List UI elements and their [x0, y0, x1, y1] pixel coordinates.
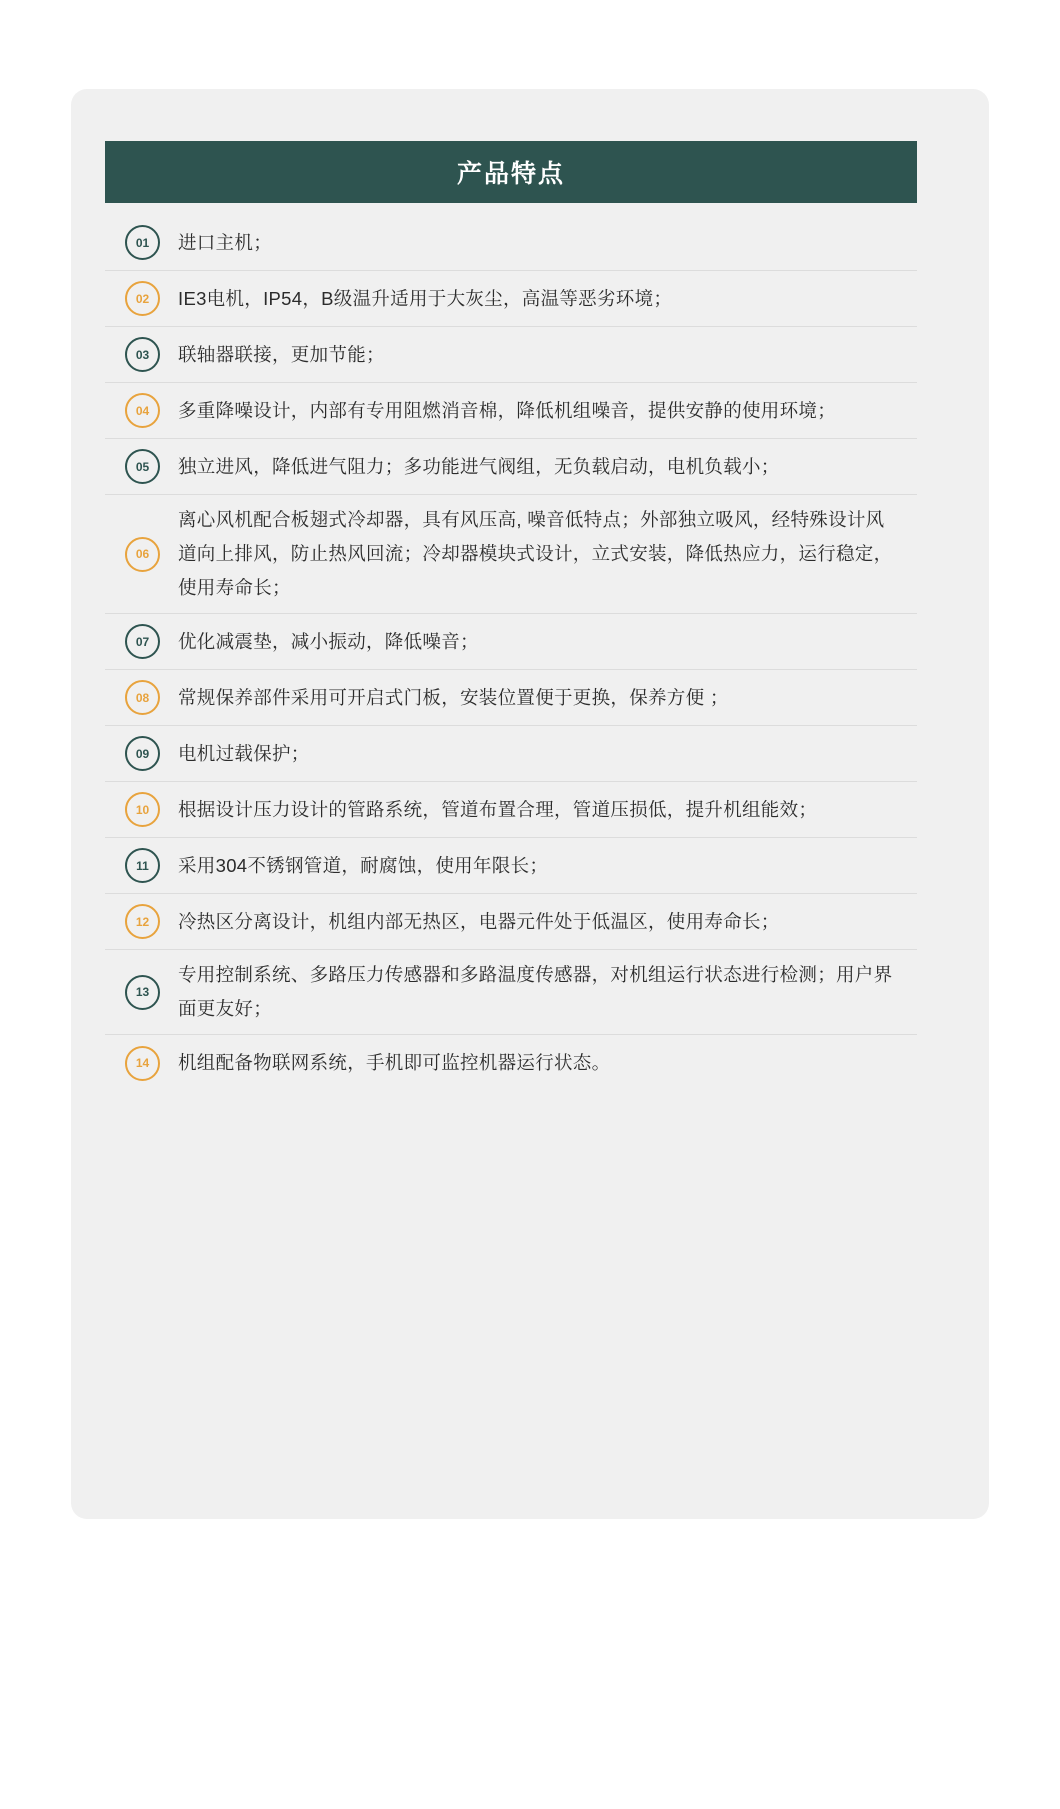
page-title: 产品特点 — [456, 160, 565, 188]
list-item — [105, 782, 917, 838]
feature-list — [105, 215, 917, 1091]
list-item — [105, 894, 917, 950]
list-item — [105, 495, 917, 614]
item-text: 优化减震垫，减小振动，降低噪音； — [178, 630, 479, 652]
item-text: 冷热区分离设计，机组内部无热区，电器元件处于低温区，使用寿命长； — [178, 910, 780, 932]
item-number-badge: 14 — [125, 1046, 160, 1081]
list-item — [105, 439, 917, 495]
list-item — [105, 950, 917, 1035]
item-text: 独立进风，降低进气阻力；多功能进气阀组，无负载启动，电机负载小； — [178, 455, 780, 477]
list-item — [105, 383, 917, 439]
item-text: 电机过载保护； — [178, 742, 310, 764]
list-item — [105, 614, 917, 670]
product-features-card — [71, 89, 989, 1519]
list-item — [105, 327, 917, 383]
list-item — [105, 838, 917, 894]
item-text: 多重降噪设计，内部有专用阻燃消音棉，降低机组噪音，提供安静的使用环境； — [178, 399, 837, 421]
item-text: 专用控制系统、多路压力传感器和多路温度传感器，对机组运行状态进行检测；用户界面更友好； — [178, 964, 893, 1019]
item-number-badge: 03 — [125, 337, 160, 372]
list-item — [105, 726, 917, 782]
item-number-badge: 09 — [125, 736, 160, 771]
item-text: IE3电机，IP54，B级温升适用于大灰尘，高温等恶劣环境； — [178, 287, 673, 309]
list-item — [105, 215, 917, 271]
item-number-badge: 06 — [125, 537, 160, 572]
item-text: 机组配备物联网系统，手机即可监控机器运行状态。 — [178, 1052, 611, 1073]
item-number-badge: 10 — [125, 792, 160, 827]
list-item — [105, 670, 917, 726]
list-item — [105, 1035, 917, 1091]
item-number-badge: 07 — [125, 624, 160, 659]
item-text: 常规保养部件采用可开启式门板，安装位置便于更换，保养方便 ； — [178, 686, 729, 708]
list-item — [105, 271, 917, 327]
item-number-badge: 01 — [125, 225, 160, 260]
item-number-badge: 05 — [125, 449, 160, 484]
item-number-badge: 12 — [125, 904, 160, 939]
item-number-badge: 11 — [125, 848, 160, 883]
item-text: 进口主机； — [178, 231, 273, 253]
item-text: 采用304不锈钢管道，耐腐蚀，使用年限长； — [178, 854, 549, 876]
item-text: 根据设计压力设计的管路系统，管道布置合理，管道压损低，提升机组能效； — [178, 798, 818, 820]
section-header — [105, 141, 917, 203]
item-number-badge: 04 — [125, 393, 160, 428]
item-number-badge: 08 — [125, 680, 160, 715]
item-text: 联轴器联接，更加节能； — [178, 343, 385, 365]
item-text: 离心风机配合板翅式冷却器，具有风压高, 噪音低特点；外部独立吸风，经特殊设计风道向上排风，防止热风回流；冷却器模块式设计，立式安装，降低热应力，运行稳定，使用寿命长； — [178, 509, 893, 598]
item-number-badge: 13 — [125, 975, 160, 1010]
item-number-badge: 02 — [125, 281, 160, 316]
